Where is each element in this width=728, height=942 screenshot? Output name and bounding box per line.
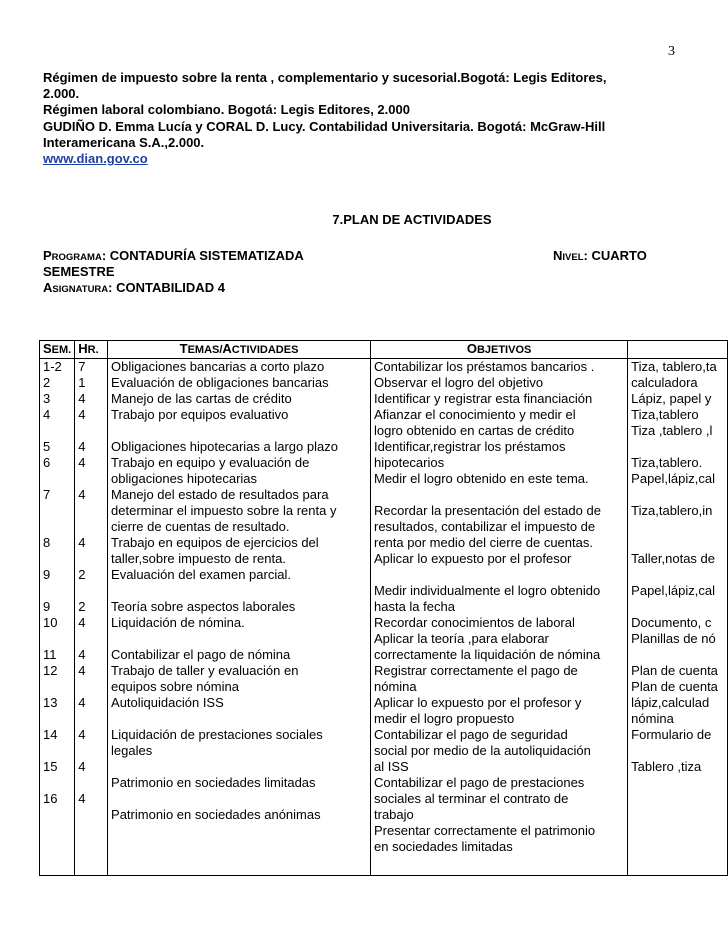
tema-cell: [111, 823, 367, 839]
sem-cell: 14: [43, 727, 58, 742]
objetivo-cell: Recordar conocimientos de laboral: [374, 615, 575, 630]
header-sem: SEM.: [40, 341, 75, 359]
sem-cell: [43, 583, 71, 599]
hr-cell: 1: [78, 375, 86, 390]
tema-cell: Patrimonio en sociedades anónimas: [111, 807, 321, 822]
asignatura-value: : CONTABILIDAD 4: [108, 280, 225, 295]
tema-cell: Manejo de las cartas de crédito: [111, 391, 292, 406]
tema-cell: Trabajo en equipo y evaluación de: [111, 455, 310, 470]
hr-cell: 4: [78, 439, 86, 454]
header-objetivos: OBJETIVOS: [371, 341, 628, 359]
hr-cell: 4: [78, 791, 86, 806]
tema-cell: Obligaciones bancarias a corto plazo: [111, 359, 325, 374]
recurso-cell: [631, 647, 724, 663]
hr-cell: 4: [78, 455, 86, 470]
tema-cell: [111, 711, 367, 727]
reference-line: 2.000.: [43, 86, 80, 102]
tema-cell: Trabajo de taller y evaluación en: [111, 663, 299, 678]
recurso-cell: [631, 599, 724, 615]
hr-cell: 4: [78, 391, 86, 406]
semestre-line: SEMESTRE: [43, 264, 115, 279]
tema-cell: [111, 583, 367, 599]
sem-cell: [43, 631, 71, 647]
sem-cell: 9: [43, 567, 51, 582]
recurso-cell: Documento, c: [631, 615, 712, 630]
sem-cell: 6: [43, 455, 51, 470]
objetivo-cell: Contabilizar el pago de seguridad: [374, 727, 568, 742]
recurso-cell: Tiza ,tablero ,l: [631, 423, 713, 438]
nivel-line: [553, 248, 647, 263]
recurso-cell: Taller,notas de: [631, 551, 716, 566]
recurso-cell: [631, 743, 724, 759]
sem-cell: 2: [43, 375, 51, 390]
objetivo-cell: Aplicar lo expuesto por el profesor y: [374, 695, 582, 710]
programa-line: [43, 248, 304, 263]
recurso-cell: Papel,lápiz,cal: [631, 471, 715, 486]
hr-cell: [78, 679, 104, 695]
sem-cell: [43, 775, 71, 791]
tema-cell: Teoría sobre aspectos laborales: [111, 599, 296, 614]
tema-cell: Trabajo por equipos evaluativo: [111, 407, 289, 422]
objetivo-cell: nómina: [374, 679, 417, 694]
objetivo-cell: al ISS: [374, 759, 409, 774]
programa-value: : CONTADURÍA SISTEMATIZADA: [101, 248, 304, 263]
reference-line: Régimen de impuesto sobre la renta , complementario y sucesorial.Bogotá: Legis Editores,: [43, 70, 607, 85]
sem-cell: 10: [43, 615, 58, 630]
recursos-column: [628, 359, 728, 876]
tema-cell: Patrimonio en sociedades limitadas: [111, 775, 316, 790]
recurso-cell: Plan de cuenta: [631, 663, 718, 678]
sem-cell: 1-2: [43, 359, 62, 374]
objetivo-cell: Registrar correctamente el pago de: [374, 663, 578, 678]
objetivo-cell: Identificar y registrar esta financiación: [374, 391, 593, 406]
tema-cell: legales: [111, 743, 153, 758]
programa-label: PROGRAMA: [43, 248, 102, 263]
objetivo-cell: medir el logro propuesto: [374, 711, 515, 726]
reference-line: GUDIÑO D. Emma Lucía y CORAL D. Lucy. Contabilidad Universitaria. Bogotá: McGraw-Hill: [43, 118, 606, 134]
recurso-cell: [631, 567, 724, 583]
hr-cell: [78, 423, 104, 439]
page-number: 3: [668, 44, 675, 59]
recurso-cell: [631, 775, 724, 791]
asignatura-label: ASIGNATURA: [43, 280, 109, 295]
tema-cell: [111, 423, 367, 439]
objetivo-cell: Contabilizar los préstamos bancarios .: [374, 359, 595, 374]
header-recursos: [628, 341, 728, 359]
sem-cell: [43, 551, 71, 567]
recurso-cell: nómina: [631, 711, 674, 726]
tema-cell: determinar el impuesto sobre la renta y: [111, 503, 337, 518]
objetivo-cell: logro obtenido en cartas de crédito: [374, 423, 575, 438]
objetivo-cell: resultados, contabilizar el impuesto de: [374, 519, 596, 534]
objetivo-cell: en sociedades limitadas: [374, 839, 513, 854]
recurso-cell: Plan de cuenta: [631, 679, 718, 694]
objetivo-cell: trabajo: [374, 807, 414, 822]
hr-cell: 4: [78, 647, 86, 662]
tema-cell: Manejo del estado de resultados para: [111, 487, 329, 502]
sem-cell: 15: [43, 759, 58, 774]
objetivo-cell: Observar el logro del objetivo: [374, 375, 544, 390]
objetivo-cell: Contabilizar el pago de prestaciones: [374, 775, 585, 790]
dian-link[interactable]: www.dian.gov.co: [43, 151, 148, 167]
recurso-cell: Tiza,tablero.: [631, 455, 703, 470]
sem-column: [40, 359, 75, 876]
tema-cell: [111, 631, 367, 647]
reference-line: Régimen laboral colombiano. Bogotá: Legis Editores, 2.000: [43, 102, 410, 118]
recurso-cell: Tiza, tablero,ta: [631, 359, 717, 374]
hr-column: [75, 359, 108, 876]
tema-cell: Evaluación de obligaciones bancarias: [111, 375, 329, 390]
tema-cell: Autoliquidación ISS: [111, 695, 224, 710]
sem-cell: [43, 503, 71, 519]
hr-cell: 4: [78, 407, 86, 422]
asignatura-line: [43, 280, 225, 295]
objetivo-cell: social por medio de la autoliquidación: [374, 743, 591, 758]
tema-cell: Liquidación de nómina.: [111, 615, 245, 630]
objetivos-column: [371, 359, 628, 876]
hr-cell: 2: [78, 599, 86, 614]
section-title: 7.PLAN DE ACTIVIDADES: [332, 212, 492, 227]
hr-cell: [78, 711, 104, 727]
temas-column: [108, 359, 371, 876]
recurso-cell: Tiza,tablero: [631, 407, 699, 422]
hr-cell: [78, 519, 104, 535]
objetivo-cell: Presentar correctamente el patrimonio: [374, 823, 596, 838]
table-body-row: [40, 359, 728, 876]
objetivo-cell: Afianzar el conocimiento y medir el: [374, 407, 576, 422]
recurso-cell: [631, 823, 724, 839]
recurso-cell: Planillas de nó: [631, 631, 716, 646]
recurso-cell: Tiza,tablero,in: [631, 503, 713, 518]
table-header-row: [40, 341, 728, 359]
hr-cell: [78, 583, 104, 599]
sem-cell: 3: [43, 391, 51, 406]
recurso-cell: [631, 487, 724, 503]
objetivo-cell: Medir individualmente el logro obtenido: [374, 583, 601, 598]
hr-cell: 4: [78, 535, 86, 550]
hr-cell: [78, 743, 104, 759]
recurso-cell: [631, 807, 724, 823]
hr-cell: [78, 551, 104, 567]
sem-cell: 13: [43, 695, 58, 710]
hr-cell: 4: [78, 663, 86, 678]
hr-cell: [78, 823, 104, 839]
reference-line: Interamericana S.A.,2.000.: [43, 134, 205, 150]
hr-cell: 4: [78, 695, 86, 710]
objetivo-cell: Recordar la presentación del estado de: [374, 503, 601, 518]
nivel-value: : CUARTO: [583, 248, 647, 263]
recurso-cell: Lápiz, papel y: [631, 391, 712, 406]
recurso-cell: Tablero ,tiza: [631, 759, 702, 774]
tema-cell: [111, 791, 367, 807]
objetivo-cell: hasta la fecha: [374, 599, 455, 614]
bibliography: [43, 70, 683, 167]
tema-cell: Liquidación de prestaciones sociales: [111, 727, 323, 742]
objetivo-cell: [374, 567, 624, 583]
hr-cell: [78, 807, 104, 823]
hr-cell: 2: [78, 567, 86, 582]
tema-cell: cierre de cuentas de resultado.: [111, 519, 290, 534]
hr-cell: 4: [78, 727, 86, 742]
hr-cell: 7: [78, 359, 86, 374]
objetivo-cell: Aplicar lo expuesto por el profesor: [374, 551, 572, 566]
objetivo-cell: renta por medio del cierre de cuentas.: [374, 535, 593, 550]
tema-cell: Trabajo en equipos de ejercicios del: [111, 535, 319, 550]
tema-cell: [111, 759, 367, 775]
sem-cell: [43, 679, 71, 695]
hr-cell: 4: [78, 615, 86, 630]
sem-cell: [43, 711, 71, 727]
tema-cell: equipos sobre nómina: [111, 679, 239, 694]
sem-cell: 4: [43, 407, 51, 422]
sem-cell: 9: [43, 599, 51, 614]
hr-cell: [78, 631, 104, 647]
sem-cell: 16: [43, 791, 58, 806]
sem-cell: [43, 471, 71, 487]
recurso-cell: [631, 519, 724, 535]
recurso-cell: Formulario de: [631, 727, 712, 742]
sem-cell: 12: [43, 663, 58, 678]
tema-cell: taller,sobre impuesto de renta.: [111, 551, 286, 566]
header-temas: TEMAS/ACTIVIDADES: [108, 341, 371, 359]
sem-cell: 11: [43, 647, 57, 662]
recurso-cell: calculadora: [631, 375, 698, 390]
tema-cell: Obligaciones hipotecarias a largo plazo: [111, 439, 338, 454]
objetivo-cell: Medir el logro obtenido en este tema.: [374, 471, 589, 486]
sem-cell: [43, 743, 71, 759]
tema-cell: Contabilizar el pago de nómina: [111, 647, 291, 662]
sem-cell: 5: [43, 439, 51, 454]
nivel-label: NIVEL: [553, 248, 584, 263]
sem-cell: [43, 823, 71, 839]
sem-cell: [43, 807, 71, 823]
tema-cell: obligaciones hipotecarias: [111, 471, 258, 486]
sem-cell: 7: [43, 487, 51, 502]
objetivo-cell: hipotecarios: [374, 455, 445, 470]
hr-cell: [78, 471, 104, 487]
tema-cell: Evaluación del examen parcial.: [111, 567, 291, 582]
recurso-cell: Papel,lápiz,cal: [631, 583, 715, 598]
objetivo-cell: [374, 487, 624, 503]
sem-cell: 8: [43, 535, 51, 550]
objetivo-cell: Aplicar la teoría ,para elaborar: [374, 631, 549, 646]
hr-cell: [78, 503, 104, 519]
hr-cell: 4: [78, 487, 86, 502]
hr-cell: [78, 775, 104, 791]
recurso-cell: [631, 791, 724, 807]
recurso-cell: [631, 839, 724, 855]
sem-cell: [43, 423, 71, 439]
recurso-cell: [631, 535, 724, 551]
objetivo-cell: Identificar,registrar los préstamos: [374, 439, 566, 454]
recurso-cell: lápiz,calculad: [631, 695, 710, 710]
hr-cell: 4: [78, 759, 86, 774]
objetivo-cell: correctamente la liquidación de nómina: [374, 647, 601, 662]
activities-table: [39, 340, 728, 876]
sem-cell: [43, 519, 71, 535]
recurso-cell: [631, 439, 724, 455]
header-hr: HR.: [75, 341, 108, 359]
objetivo-cell: sociales al terminar el contrato de: [374, 791, 569, 806]
